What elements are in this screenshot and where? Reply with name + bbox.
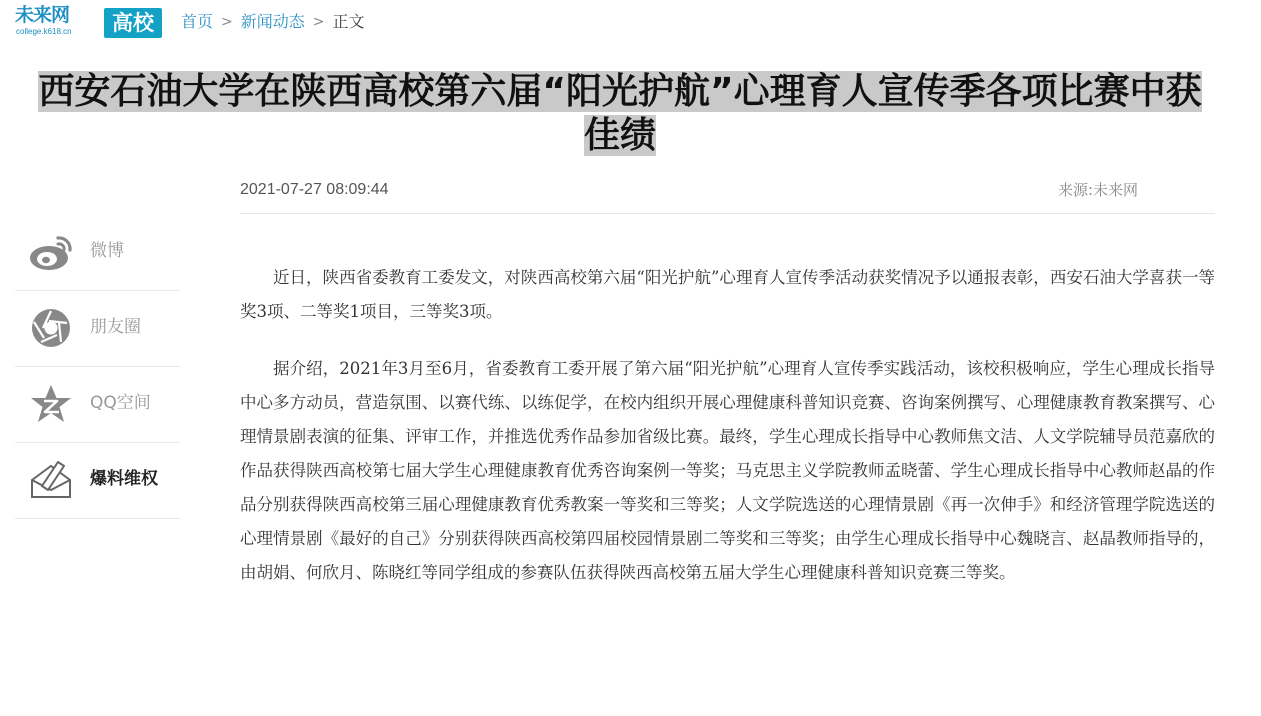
- share-weibo-label: 微博: [90, 241, 124, 261]
- share-qzone-button[interactable]: [15, 367, 180, 443]
- chevron-right-icon: >: [221, 14, 233, 30]
- breadcrumb-current: 正文: [332, 12, 365, 31]
- article-source: 来源:未来网: [1057, 181, 1138, 199]
- breadcrumb-section-link[interactable]: 新闻动态: [240, 12, 305, 31]
- report-icon: [28, 460, 74, 500]
- article-paragraph: 近日，陕西省委教育工委发文，对陕西高校第六届“阳光护航”心理育人宣传季活动获奖情况予以通报表彰，西安石油大学喜获一等奖3项、二等奖1项目，三等奖3项。: [240, 268, 1215, 321]
- article-body: [240, 261, 1215, 613]
- logo-brand: 未来网: [15, 4, 70, 26]
- share-moments-button[interactable]: [15, 291, 180, 367]
- meta-divider: [240, 213, 1215, 214]
- share-moments-label: 朋友圈: [90, 317, 141, 337]
- share-weibo-button[interactable]: [15, 215, 180, 291]
- qzone-icon: [28, 384, 74, 424]
- article-meta: [240, 178, 1138, 202]
- share-qzone-label: QQ空间: [90, 393, 151, 413]
- article-title: [29, 70, 1211, 158]
- article-paragraph: 据介绍，2021年3月至6月，省委教育工委开展了第六届“阳光护航”心理育人宣传季实践活动，该校积极响应，学生心理成长指导中心多方动员，营造氛围、以赛代练、以练促学，在校内组织开展心理健康科普知识竞赛、咨询案例撰写、心理健康教育教案撰写、心理情景剧表演的征集、评审工作，并推选优秀作品参加省级比赛。最终，学生心理成长指导中心教师焦文洁、人文学院辅导员范嘉欣的作品获得陕西高校第七届大学生心理健康教育优秀咨询案例一等奖；马克思主义学院教师孟晓蕾、学生心理成长指导中心教师赵晶的作品分别获得陕西高校第三届心理健康教育优秀教案一等奖和三等奖；人文学院选送的心理情景剧《再一次伸手》和经济管理学院选送的心理情景剧《最好的自己》分别获得陕西高校第四届校园情景剧二等奖和三等奖；由学生心理成长指导中心魏晓言、赵晶教师指导的，由胡娟、何欣月、陈晓红等同学组成的参赛队伍获得陕西高校第五届大学生心理健康科普知识竞赛三等奖。: [240, 359, 1215, 582]
- breadcrumb-home-link[interactable]: 首页: [181, 12, 214, 31]
- publish-date: 2021-07-27 08:09:44: [240, 181, 389, 198]
- report-rights-label: 爆料维权: [90, 469, 158, 489]
- weibo-icon: [28, 232, 74, 272]
- logo-badge: 高校: [104, 8, 162, 38]
- share-sidebar: [15, 215, 180, 519]
- logo-domain: college.k618.cn: [16, 27, 72, 36]
- site-logo[interactable]: [15, 4, 154, 38]
- breadcrumb: [181, 11, 365, 33]
- moments-icon: [28, 308, 74, 348]
- chevron-right-icon: >: [312, 14, 325, 30]
- report-rights-button[interactable]: [15, 443, 180, 519]
- article-title-text: 西安石油大学在陕西高校第六届“阳光护航”心理育人宣传季各项比赛中获佳绩: [38, 71, 1202, 156]
